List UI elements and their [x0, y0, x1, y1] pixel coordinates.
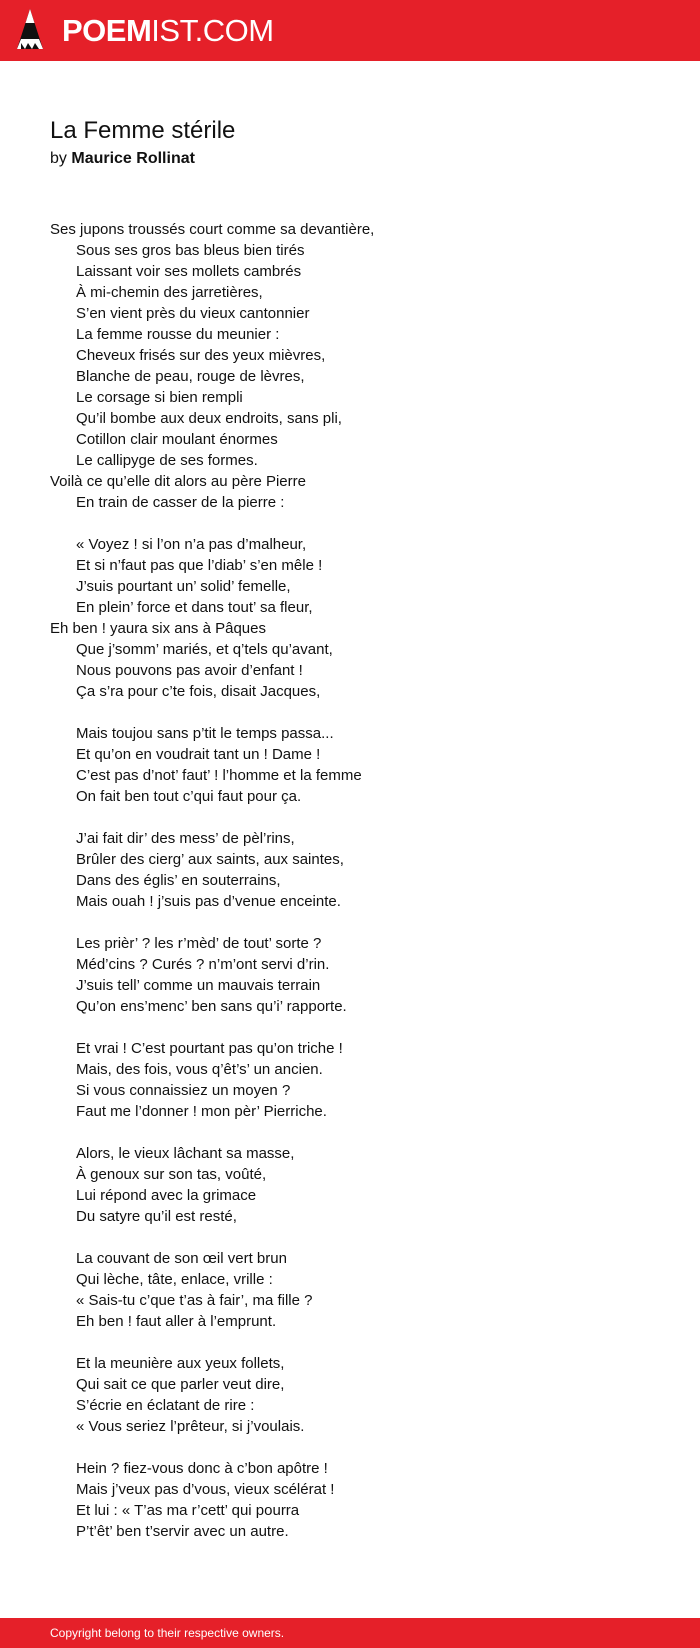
stanza-break [50, 702, 650, 723]
site-footer [0, 1618, 700, 1648]
poem-line: Le corsage si bien rempli [76, 389, 243, 406]
poem-line: Eh ben ! faut aller à l’emprunt. [76, 1313, 277, 1330]
stanza-break [50, 1017, 650, 1038]
brand-light: IST.COM [151, 13, 274, 48]
poem-line: J’suis tell’ comme un mauvais terrain [76, 977, 321, 994]
poem-line: Ça s’ra pour c’te fois, disait Jacques, [76, 683, 321, 700]
poem-line: Lui répond avec la grimace [76, 1187, 257, 1204]
poem-title: La Femme stérile [50, 117, 236, 144]
site-logo-text[interactable] [62, 0, 274, 61]
poem-line: Blanche de peau, rouge de lèvres, [76, 368, 305, 385]
pencil-tip-icon[interactable] [17, 9, 43, 51]
poem-line: Le callipyge de ses formes. [76, 452, 258, 469]
poem-line: Faut me l’donner ! mon pèr’ Pierriche. [76, 1103, 327, 1120]
poem-line: Alors, le vieux lâchant sa masse, [76, 1145, 295, 1162]
poem-body [50, 219, 650, 1542]
poem-line: Nous pouvons pas avoir d’enfant ! [76, 662, 303, 679]
author-name: Maurice Rollinat [71, 150, 195, 167]
poem-line: Que j’somm’ mariés, et q’tels qu’avant, [76, 641, 333, 658]
poem-line: S’écrie en éclatant de rire : [76, 1397, 255, 1414]
poem-line: Cotillon clair moulant énormes [76, 431, 278, 448]
poem-byline [50, 148, 195, 170]
poem-line: Et vrai ! C’est pourtant pas qu’on triche ! [76, 1040, 343, 1057]
poem-line: Mais j’veux pas d’vous, vieux scélérat ! [76, 1481, 335, 1498]
site-header [0, 0, 700, 61]
poem-line: Qu’on ens’menc’ ben sans qu’i’ rapporte. [76, 998, 347, 1015]
poem-line: Et la meunière aux yeux follets, [76, 1355, 285, 1372]
stanza-break [50, 513, 650, 534]
poem-line: « Sais-tu c’que t’as à fair’, ma fille ? [76, 1292, 313, 1309]
poem-line: J’ai fait dir’ des mess’ de pèl’rins, [76, 830, 295, 847]
brand-bold: POEM [62, 13, 152, 48]
poem-line: Qui lèche, tâte, enlace, vrille : [76, 1271, 273, 1288]
poem-line: Et qu’on en voudrait tant un ! Dame ! [76, 746, 321, 763]
poem-line: C’est pas d’not’ faut’ ! l’homme et la femme [76, 767, 362, 784]
poem-line: Laissant voir ses mollets cambrés [76, 263, 302, 280]
poem-line: Cheveux frisés sur des yeux mièvres, [76, 347, 326, 364]
poem-line: Mais ouah ! j’suis pas d’venue enceinte. [76, 893, 341, 910]
poem-line: La couvant de son œil vert brun [76, 1250, 287, 1267]
poem-line: À mi-chemin des jarretières, [76, 284, 263, 301]
poem-line: Qu’il bombe aux deux endroits, sans pli, [76, 410, 342, 427]
poem-line: Méd’cins ? Curés ? n’m’ont servi d’rin. [76, 956, 330, 973]
poem-line: Mais, des fois, vous q’êt’s’ un ancien. [76, 1061, 323, 1078]
poem-line: Et lui : « T’as ma r’cett’ qui pourra [76, 1502, 300, 1519]
poem-line: Brûler des cierg’ aux saints, aux saintes, [76, 851, 344, 868]
poem-line: P’t’êt’ ben t’servir avec un autre. [76, 1523, 289, 1540]
poem-line: Qui sait ce que parler veut dire, [76, 1376, 285, 1393]
poem-line: S’en vient près du vieux cantonnier [76, 305, 310, 322]
poem-line: Hein ? fiez-vous donc à c’bon apôtre ! [76, 1460, 328, 1477]
stanza-break [50, 1437, 650, 1458]
poem-line: Ses jupons troussés court comme sa devantière, [50, 221, 375, 238]
poem-line: La femme rousse du meunier : [76, 326, 280, 343]
copyright-text: Copyright belong to their respective owners. [50, 1626, 285, 1640]
poem-line: En plein’ force et dans tout’ sa fleur, [76, 599, 313, 616]
by-label: by [50, 150, 67, 167]
poem-line: « Vous seriez l’prêteur, si j’voulais. [76, 1418, 305, 1435]
poem-line: Du satyre qu’il est resté, [76, 1208, 237, 1225]
poem-line: Sous ses gros bas bleus bien tirés [76, 242, 305, 259]
poem-line: En train de casser de la pierre : [76, 494, 285, 511]
poem-line: Mais toujou sans p’tit le temps passa... [76, 725, 334, 742]
stanza-break [50, 807, 650, 828]
poem-line: À genoux sur son tas, voûté, [76, 1166, 267, 1183]
poem-line: J’suis pourtant un’ solid’ femelle, [76, 578, 291, 595]
stanza-break [50, 1227, 650, 1248]
poem-line: On fait ben tout c’qui faut pour ça. [76, 788, 302, 805]
poem-line: Eh ben ! yaura six ans à Pâques [50, 620, 266, 637]
poem-line: Si vous connaissiez un moyen ? [76, 1082, 291, 1099]
poem-line: Voilà ce qu’elle dit alors au père Pierre [50, 473, 306, 490]
stanza-break [50, 912, 650, 933]
stanza-break [50, 1122, 650, 1143]
poem-line: Dans des églis’ en souterrains, [76, 872, 281, 889]
poem-line: Et si n’faut pas que l’diab’ s’en mêle ! [76, 557, 323, 574]
poem-line: Les prièr’ ? les r’mèd’ de tout’ sorte ? [76, 935, 322, 952]
poem-line: « Voyez ! si l’on n’a pas d’malheur, [76, 536, 307, 553]
stanza-break [50, 1332, 650, 1353]
